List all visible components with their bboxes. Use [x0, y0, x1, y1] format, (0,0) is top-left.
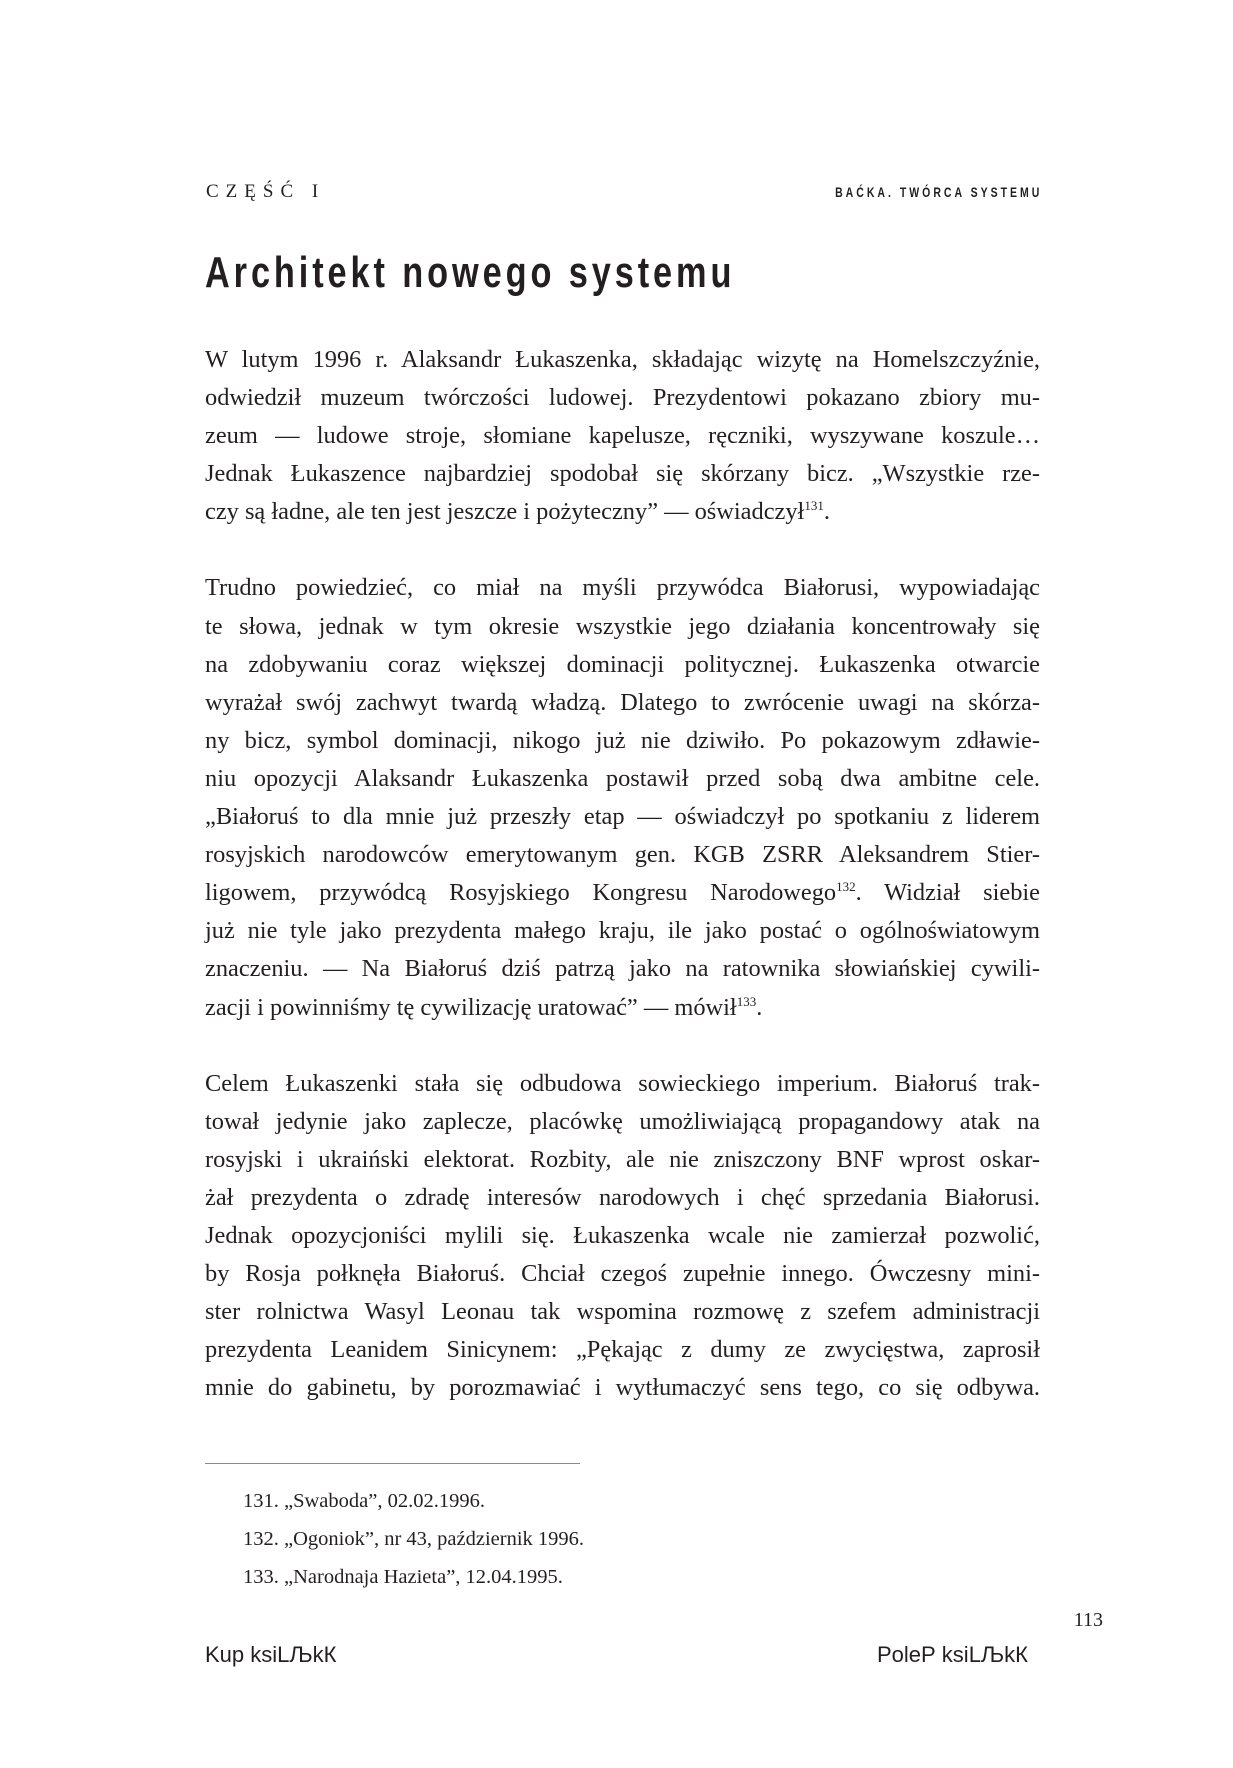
paragraph-line: Jednak Łukaszence najbardziej spodobał się skórzany bicz. „Wszystkie rze-	[205, 460, 1040, 488]
paragraph-line: już nie tyle jako prezydenta małego kraju, ile jako postać o ogólnoświatowym	[205, 917, 1040, 945]
paragraph-line: Jednak opozycjoniści mylili się. Łukaszenka wcale nie zamierzał pozwolić,	[205, 1221, 1040, 1249]
paragraph-line: ster rolnictwa Wasyl Leonau tak wspomina rozmowę z szefem administracji	[205, 1298, 1040, 1326]
paragraph-line: ny bicz, symbol dominacji, nikogo już nie dziwiło. Po pokazowym zdławie-	[205, 726, 1040, 754]
buy-book-link[interactable]: Kup ksiLЉkК	[205, 1642, 337, 1667]
footnote-133: 133. „Narodnaja Hazieta”, 12.04.1995.	[243, 1566, 563, 1588]
paragraph-line: Trudno powiedzieć, co miał na myśli przywódca Białorusi, wypowiadając	[205, 574, 1040, 602]
paragraph-line: odwiedził muzeum twórczości ludowej. Prezydentowi pokazano zbiory mu-	[205, 384, 1040, 412]
footnote-ref-132[interactable]: 132	[836, 879, 856, 895]
paragraph-line	[205, 989, 1040, 1027]
paragraph-line-tail: .	[823, 498, 830, 526]
paragraph-line-text: zacji i powinniśmy tę cywilizację uratować” — mówił	[205, 993, 737, 1021]
paragraph-line	[205, 874, 1040, 912]
body-text	[205, 341, 1040, 1445]
paragraph-line-text: ligowem, przywódcą Rosyjskiego Kongresu Narodowego	[205, 879, 837, 907]
running-header-part: CZĘŚĆ I	[206, 181, 326, 202]
paragraph-line: prezydenta Leanidem Sinicynem: „Pękając z dumy ze zwycięstwa, zaprosił	[205, 1336, 1040, 1364]
footnote-131: 131. „Swaboda”, 02.02.1996.	[243, 1490, 485, 1512]
paragraph-line: rosyjskich narodowców emerytowanym gen. KGB ZSRR Aleksandrem Stier-	[205, 841, 1040, 869]
paragraph-line-tail: .	[756, 993, 763, 1021]
paragraph-2	[205, 569, 1040, 1026]
footnote-ref-131[interactable]: 131	[804, 498, 824, 514]
paragraph-line: na zdobywaniu coraz większej dominacji politycznej. Łukaszenka otwarcie	[205, 650, 1040, 678]
paragraph-line: zeum — ludowe stroje, słomiane kapelusze, ręczniki, wyszywane koszule…	[205, 422, 1040, 450]
paragraph-1	[205, 341, 1040, 531]
paragraph-3	[205, 1065, 1040, 1408]
paragraph-line: wyrażał swój zachwyt twardą władzą. Dlatego to zwrócenie uwagi na skórza-	[205, 688, 1040, 716]
paragraph-line	[205, 493, 1040, 531]
chapter-title: Architekt nowego systemu	[205, 248, 736, 297]
paragraph-line: Celem Łukaszenki stała się odbudowa sowieckiego imperium. Białoruś trak-	[205, 1069, 1040, 1097]
paragraph-line: te słowa, jednak w tym okresie wszystkie jego działania koncentrowały się	[205, 612, 1040, 640]
paragraph-line: by Rosja połknęła Białoruś. Chciał czegoś zupełnie innego. Ówczesny mini-	[205, 1260, 1040, 1288]
paragraph-line: znaczeniu. — Na Białoruś dziś patrzą jako na ratownika słowiańskiej cywili-	[205, 955, 1040, 983]
running-header-section: BAĆKA. TWÓRCA SYSTEMU	[834, 184, 1042, 200]
paragraph-line: żał prezydenta o zdradę interesów narodowych i chęć sprzedania Białorusi.	[205, 1183, 1040, 1211]
paragraph-line: rosyjski i ukraiński elektorat. Rozbity, ale nie zniszczony BNF wprost oskar-	[205, 1145, 1040, 1173]
footnote-divider	[205, 1463, 580, 1464]
paragraph-line-text: czy są ładne, ale ten jest jeszcze i pożyteczny” — oświadczył	[205, 498, 805, 526]
footnotes	[243, 1482, 584, 1596]
paragraph-line: W lutym 1996 r. Alaksandr Łukaszenka, składając wizytę na Homelszczyźnie,	[205, 346, 1040, 373]
page-number: 113	[1073, 1609, 1103, 1631]
footnote-132: 132. „Ogoniok”, nr 43, październik 1996.	[243, 1528, 585, 1550]
footnote-ref-133[interactable]: 133	[736, 993, 757, 1009]
paragraph-line: niu opozycji Alaksandr Łukaszenka postawił przed sobą dwa ambitne cele.	[205, 764, 1040, 792]
paragraph-line: „Białoruś to dla mnie już przeszły etap — oświadczył po spotkaniu z liderem	[205, 803, 1040, 831]
recommend-book-link[interactable]: PoleР ksiLЉkК	[876, 1642, 1028, 1667]
paragraph-line-tail: . Widział siebie	[855, 879, 1040, 907]
paragraph-line: mnie do gabinetu, by porozmawiać i wytłumaczyć sens tego, co się odbywa.	[205, 1374, 1040, 1402]
paragraph-line: tował jedynie jako zaplecze, placówkę umożliwiającą propagandowy atak na	[205, 1107, 1040, 1135]
